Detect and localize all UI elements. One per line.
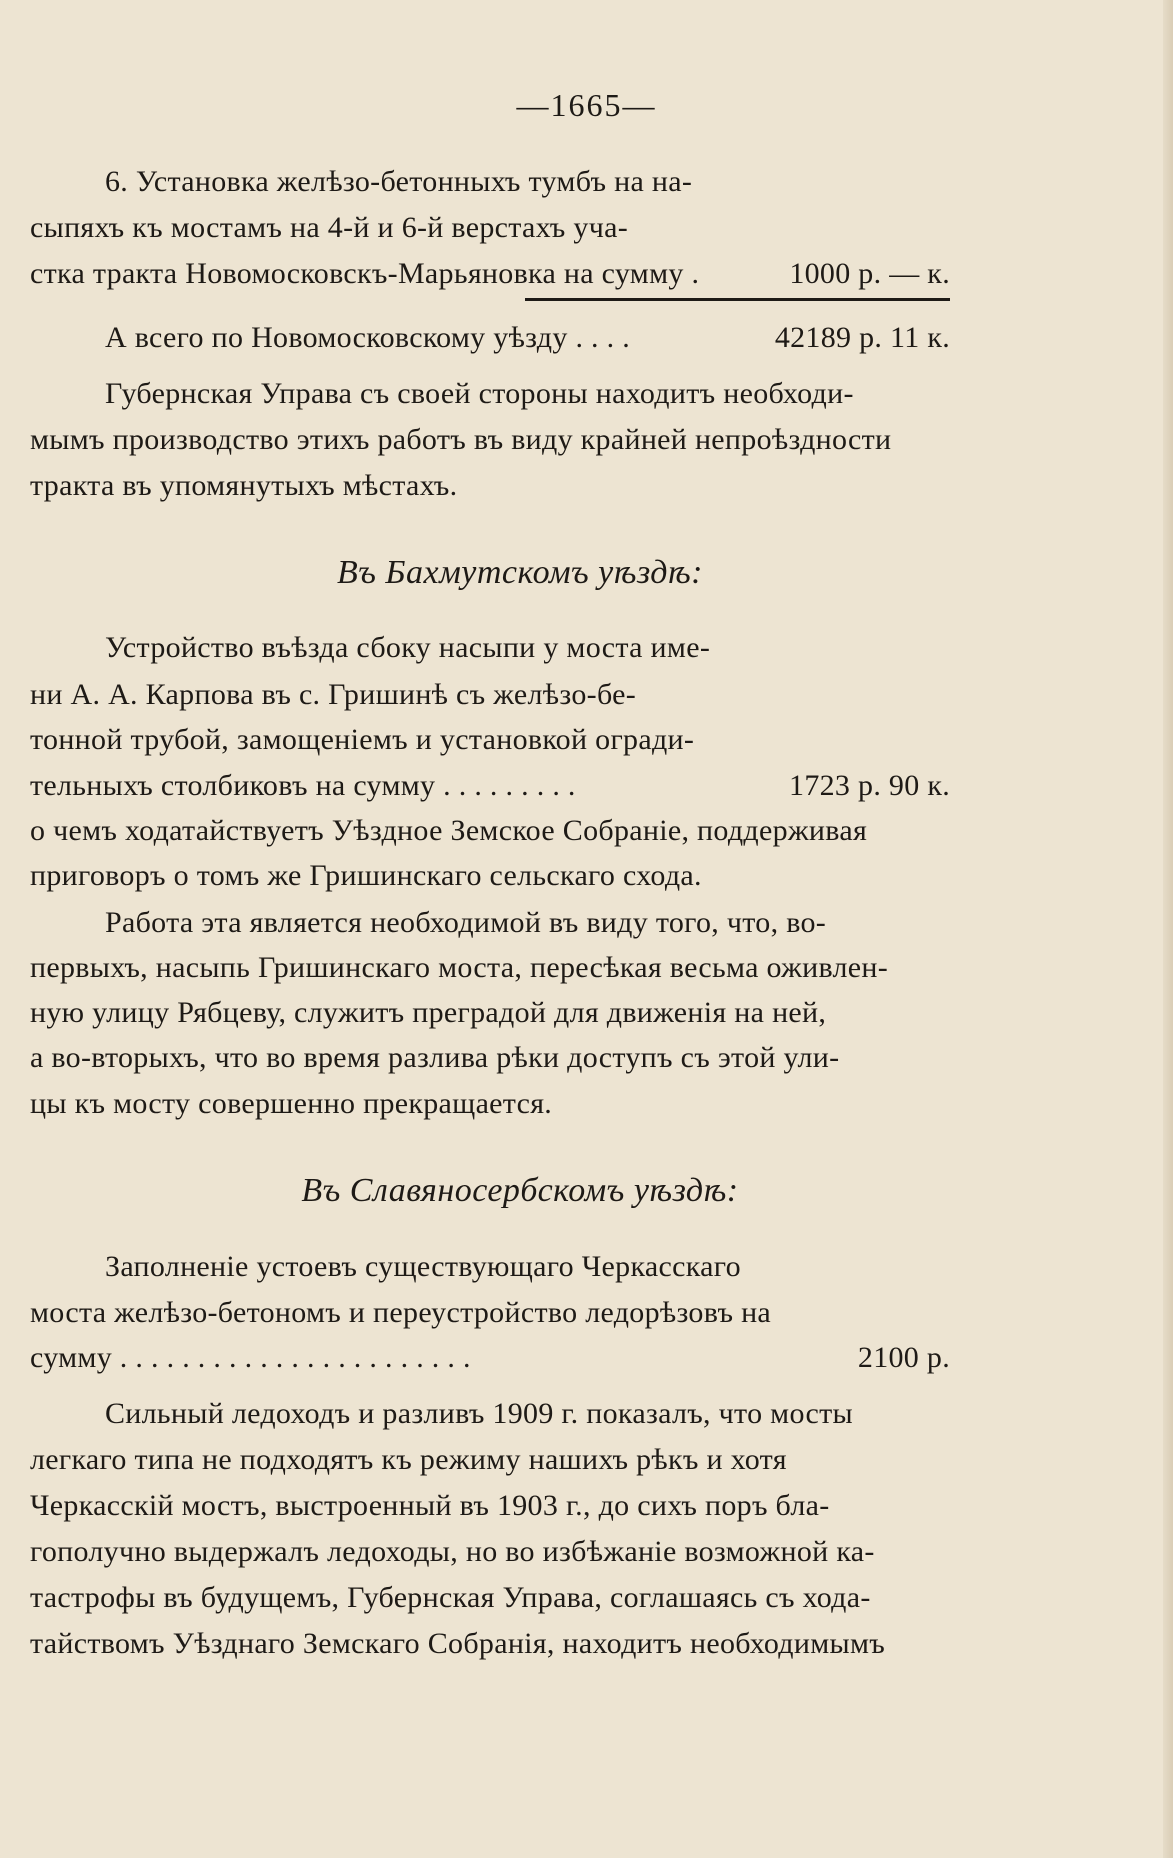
item6-line-1: 6. Установка желѣзо-бетонныхъ тумбъ на на-: [105, 165, 693, 198]
slavyanoserb-heading: Въ Славяносербскомъ уѣздѣ:: [301, 1172, 739, 1209]
total-text: А всего по Новомосковскому уѣзду . . . .: [105, 321, 631, 354]
slav-para2-line-4: гополучно выдержалъ ледоходы, но во избѣжаніе возможной ка-: [30, 1535, 875, 1568]
slav-para2-line-5: тастрофы въ будущемъ, Губернская Управа, соглашаясь съ хода-: [30, 1581, 871, 1614]
item6-line-2: сыпяхъ къ мостамъ на 4-й и 6-й верстахъ уча-: [30, 211, 629, 244]
total-amount: 42189 р. 11 к.: [774, 321, 950, 354]
slav-para2-line-2: легкаго типа не подходятъ къ режиму нашихъ рѣкъ и хотя: [30, 1443, 787, 1476]
slav-cost-line: [30, 1338, 950, 1378]
bakhmut-cost-line: [30, 766, 950, 806]
slav-para2-line-3: Черкасскій мостъ, выстроенный въ 1903 г., до сихъ поръ бла-: [30, 1489, 830, 1522]
bakhmut-para2-line-4: а во-вторыхъ, что во время разлива рѣки доступъ съ этой ули-: [30, 1041, 840, 1074]
bakhmut-cost-text: тельныхъ столбиковъ на сумму . . . . . . . . .: [30, 769, 576, 802]
bakhmut-cost-amount: 1723 р. 90 к.: [789, 769, 950, 802]
item6-cost-line: [30, 254, 950, 294]
bakhmut-para2-line-1: Работа эта является необходимой въ виду того, что, во-: [105, 906, 827, 939]
bakhmut-line-1: Устройство въѣзда сбоку насыпи у моста име-: [105, 631, 711, 664]
slav-line-1: Заполненіе устоевъ существующаго Черкасскаго: [105, 1250, 741, 1283]
uprava-line-2: мымъ производство этихъ работъ въ виду крайней непроѣздности: [30, 423, 892, 456]
uprava-line-3: тракта въ упомянутыхъ мѣстахъ.: [30, 469, 458, 502]
slav-line-2: моста желѣзо-бетономъ и переустройство ледорѣзовъ на: [30, 1296, 772, 1329]
slav-para2-line-6: тайствомъ Уѣзднаго Земскаго Собранія, находитъ необходимымъ: [30, 1627, 886, 1660]
item6-cost-text: стка тракта Новомосковскъ-Марьяновка на сумму .: [30, 257, 700, 290]
bakhmut-para2-line-3: ную улицу Рябцеву, служитъ преградой для движенія на ней,: [30, 996, 827, 1029]
bakhmut-line-2: ни А. А. Карпова въ с. Гришинѣ съ желѣзо-бе-: [30, 678, 637, 711]
total-rule: [525, 298, 950, 301]
bakhmut-line-4: о чемъ ходатайствуетъ Уѣздное Земское Собраніе, поддерживая: [30, 814, 868, 847]
slav-para2-line-1: Сильный ледоходъ и разливъ 1909 г. показалъ, что мосты: [105, 1397, 853, 1430]
page-number: —1665—: [516, 87, 657, 123]
page-edge: [1163, 0, 1173, 1858]
bakhmut-line-5: приговоръ о томъ же Гришинскаго сельскаго схода.: [30, 859, 702, 892]
bakhmut-para2-line-2: первыхъ, насыпь Гришинскаго моста, пересѣкая весьма оживлен-: [30, 951, 889, 984]
total-line: [105, 318, 950, 358]
bakhmut-heading: Въ Бахмутскомъ уѣздѣ:: [337, 554, 703, 591]
bakhmut-para2-line-5: цы къ мосту совершенно прекращается.: [30, 1087, 553, 1120]
slav-cost-text: сумму . . . . . . . . . . . . . . . . . . . . . . .: [30, 1341, 471, 1374]
bakhmut-line-3: тонной трубой, замощеніемъ и установкой огради-: [30, 723, 695, 756]
uprava-line-1: Губернская Управа съ своей стороны находитъ необходи-: [105, 377, 854, 410]
slav-cost-amount: 2100 р.: [857, 1341, 950, 1374]
item6-cost-amount: 1000 р. — к.: [789, 257, 950, 290]
